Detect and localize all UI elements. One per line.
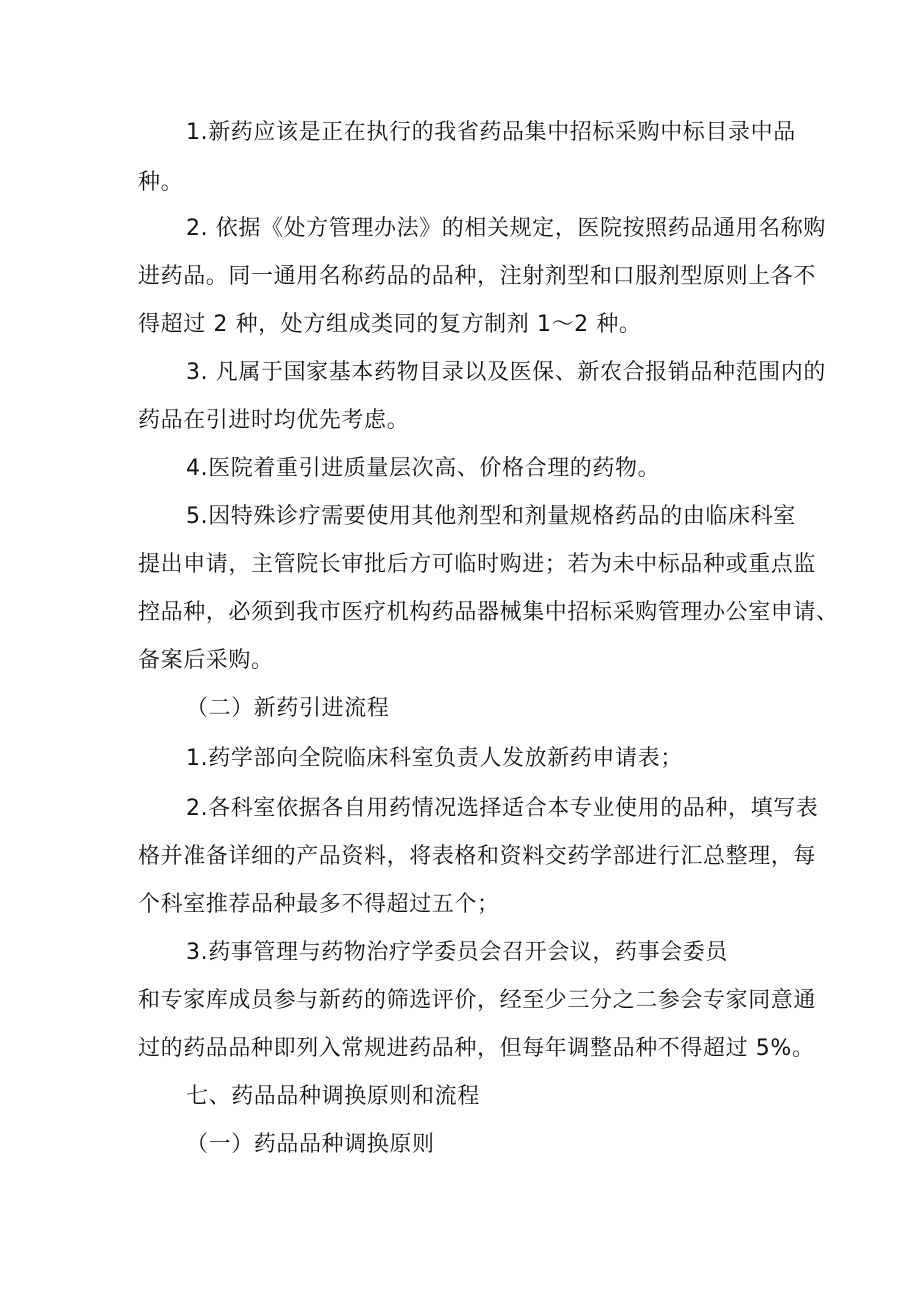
text-line: 格并准备详细的产品资料，将表格和资料交药学部进行汇总整理，每 [138, 844, 817, 869]
text-line: 备案后采购。 [138, 648, 274, 673]
section-heading: （二）新药引进流程 [186, 696, 390, 721]
text-line: 个科室推荐品种最多不得超过五个； [138, 892, 500, 917]
text-line: 1.新药应该是正在执行的我省药品集中招标采购中标目录中品 [186, 120, 796, 145]
text-line: 和专家库成员参与新药的筛选评价，经至少三分之二参会专家同意通 [138, 988, 817, 1013]
text-line: 种。 [138, 170, 184, 195]
text-line: 药品在引进时均优先考虑。 [138, 408, 410, 433]
text-line: 过的药品品种即列入常规进药品种，但每年调整品种不得超过 5%。 [138, 1036, 815, 1061]
text-line: 4.医院着重引进质量层次高、价格合理的药物。 [186, 456, 661, 481]
text-line: 1.药学部向全院临床科室负责人发放新药申请表； [186, 746, 683, 771]
text-line: 2. 依据《处方管理办法》的相关规定，医院按照药品通用名称购 [186, 216, 826, 241]
text-line: 控品种，必须到我市医疗机构药品器械集中招标采购管理办公室申请、 [138, 600, 839, 625]
section-heading: （一）药品品种调换原则 [186, 1132, 435, 1157]
text-line: 提出申请，主管院长审批后方可临时购进；若为未中标品种或重点监 [138, 552, 817, 577]
text-line: 进药品。同一通用名称药品的品种，注射剂型和口服剂型原则上各不 [138, 264, 817, 289]
text-line: 5.因特殊诊疗需要使用其他剂型和剂量规格药品的由临床科室 [186, 504, 796, 529]
text-line: 得超过 2 种，处方组成类同的复方制剂 1～2 种。 [138, 312, 642, 337]
text-line: 3.药事管理与药物治疗学委员会召开会议，药事会委员 [186, 940, 728, 965]
section-heading: 七、药品品种调换原则和流程 [186, 1084, 480, 1109]
text-line: 3. 凡属于国家基本药物目录以及医保、新农合报销品种范围内的 [186, 360, 826, 385]
text-line: 2.各科室依据各自用药情况选择适合本专业使用的品种，填写表 [186, 796, 819, 821]
